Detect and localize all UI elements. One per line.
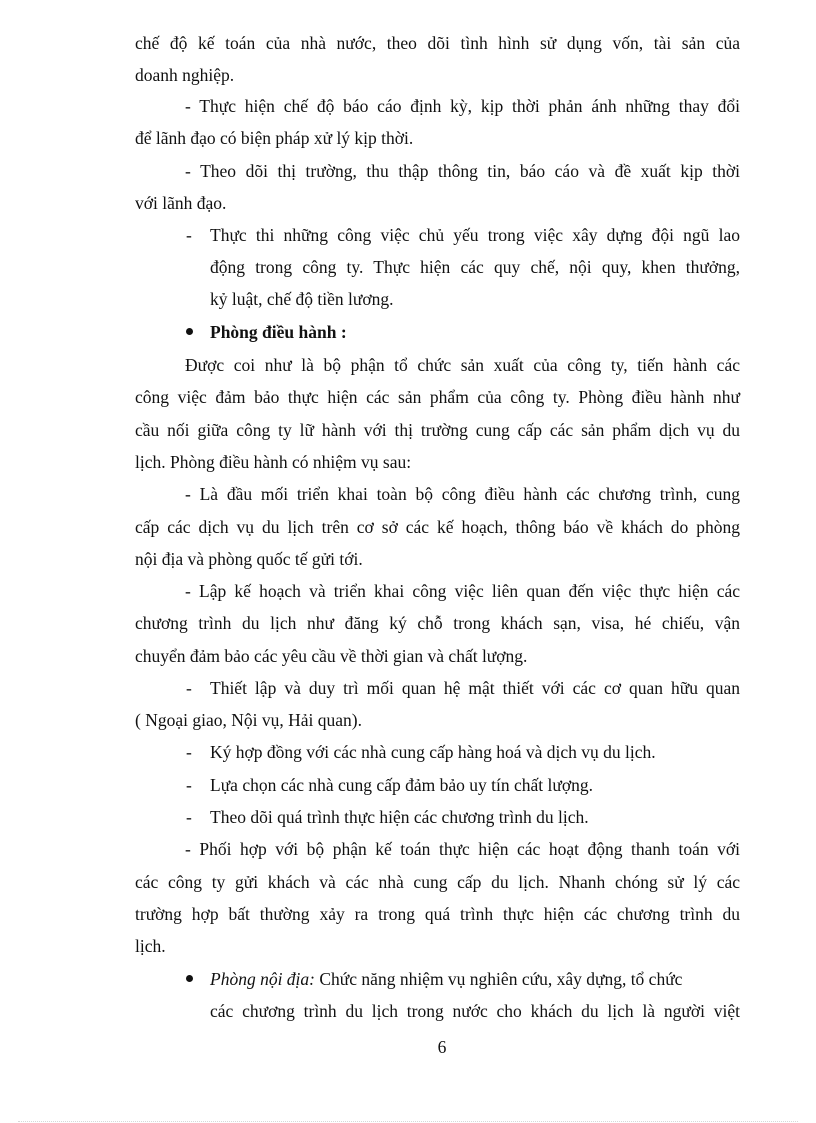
dash-marker: -	[186, 742, 192, 762]
text-line: cầu nối giữa công ty lữ hành với thị trường cung cấp các sản phẩm dịch vụ du	[135, 420, 740, 440]
text-run: Chức năng nhiệm vụ nghiên cứu, xây dựng, tổ chức	[315, 969, 683, 989]
text-line: Thực thi những công việc chủ yếu trong việc xây dựng đội ngũ lao	[210, 225, 740, 245]
text-line: ( Ngoại giao, Nội vụ, Hải quan).	[135, 710, 362, 730]
text-line: các chương trình du lịch trong nước cho khách du lịch là người việt	[210, 1001, 740, 1021]
dash-marker: -	[186, 225, 192, 245]
bullet-icon	[186, 328, 193, 335]
bullet-icon	[186, 975, 193, 982]
text-line: doanh nghiệp.	[135, 65, 235, 85]
text-line: chế độ kế toán của nhà nước, theo dõi tình hình sử dụng vốn, tài sản của	[135, 33, 740, 53]
text-line: để lãnh đạo có biện pháp xử lý kịp thời.	[135, 128, 414, 148]
section-heading: Phòng điều hành :	[210, 322, 347, 342]
text-line: - Thực hiện chế độ báo cáo định kỳ, kịp thời phản ánh những thay đổi	[185, 96, 740, 116]
text-line: công việc đảm bảo thực hiện các sản phẩm của công ty. Phòng điều hành như	[135, 387, 740, 407]
italic-heading: Phòng nội địa:	[210, 969, 315, 989]
text-line: trường hợp bất thường xảy ra trong quá trình thực hiện các chương trình du	[135, 904, 740, 924]
text-line: Được coi như là bộ phận tổ chức sản xuất của công ty, tiến hành các	[185, 355, 740, 375]
text-line: Thiết lập và duy trì mối quan hệ mật thiết với các cơ quan hữu quan	[210, 678, 740, 698]
text-line: chương trình du lịch như đăng ký chỗ trong khách sạn, visa, hé chiếu, vận	[135, 613, 740, 633]
dash-marker: -	[186, 775, 192, 795]
text-line: kỷ luật, chế độ tiền lương.	[210, 289, 394, 309]
text-line: nội địa và phòng quốc tế gửi tới.	[135, 549, 363, 569]
page-bottom-divider	[18, 1121, 798, 1122]
text-line: các công ty gửi khách và các nhà cung cấp du lịch. Nhanh chóng sử lý các	[135, 872, 740, 892]
page-number: 6	[437, 1037, 447, 1057]
text-line: chuyển đảm bảo các yêu cầu về thời gian và chất lượng.	[135, 646, 528, 666]
text-line: với lãnh đạo.	[135, 193, 227, 213]
text-line: lịch.	[135, 936, 166, 956]
text-line: Theo dõi quá trình thực hiện các chương trình du lịch.	[210, 807, 589, 827]
text-line: cấp các dịch vụ du lịch trên cơ sở các kế hoạch, thông báo về khách do phòng	[135, 517, 740, 537]
text-line: - Là đầu mối triển khai toàn bộ công điều hành các chương trình, cung	[185, 484, 740, 504]
text-line: Ký hợp đồng với các nhà cung cấp hàng hoá và dịch vụ du lịch.	[210, 742, 656, 762]
text-line	[210, 968, 682, 990]
text-line: lịch. Phòng điều hành có nhiệm vụ sau:	[135, 452, 412, 472]
text-line: Lựa chọn các nhà cung cấp đảm bảo uy tín chất lượng.	[210, 775, 593, 795]
text-line: - Theo dõi thị trường, thu thập thông tin, báo cáo và đề xuất kịp thời	[185, 161, 740, 181]
dash-marker: -	[186, 807, 192, 827]
text-line: - Lập kế hoạch và triển khai công việc liên quan đến việc thực hiện các	[185, 581, 740, 601]
text-line: - Phối hợp với bộ phận kế toán thực hiện các hoạt động thanh toán với	[185, 839, 740, 859]
dash-marker: -	[186, 678, 192, 698]
text-line: động trong công ty. Thực hiện các quy chế, nội quy, khen thưởng,	[210, 257, 740, 277]
